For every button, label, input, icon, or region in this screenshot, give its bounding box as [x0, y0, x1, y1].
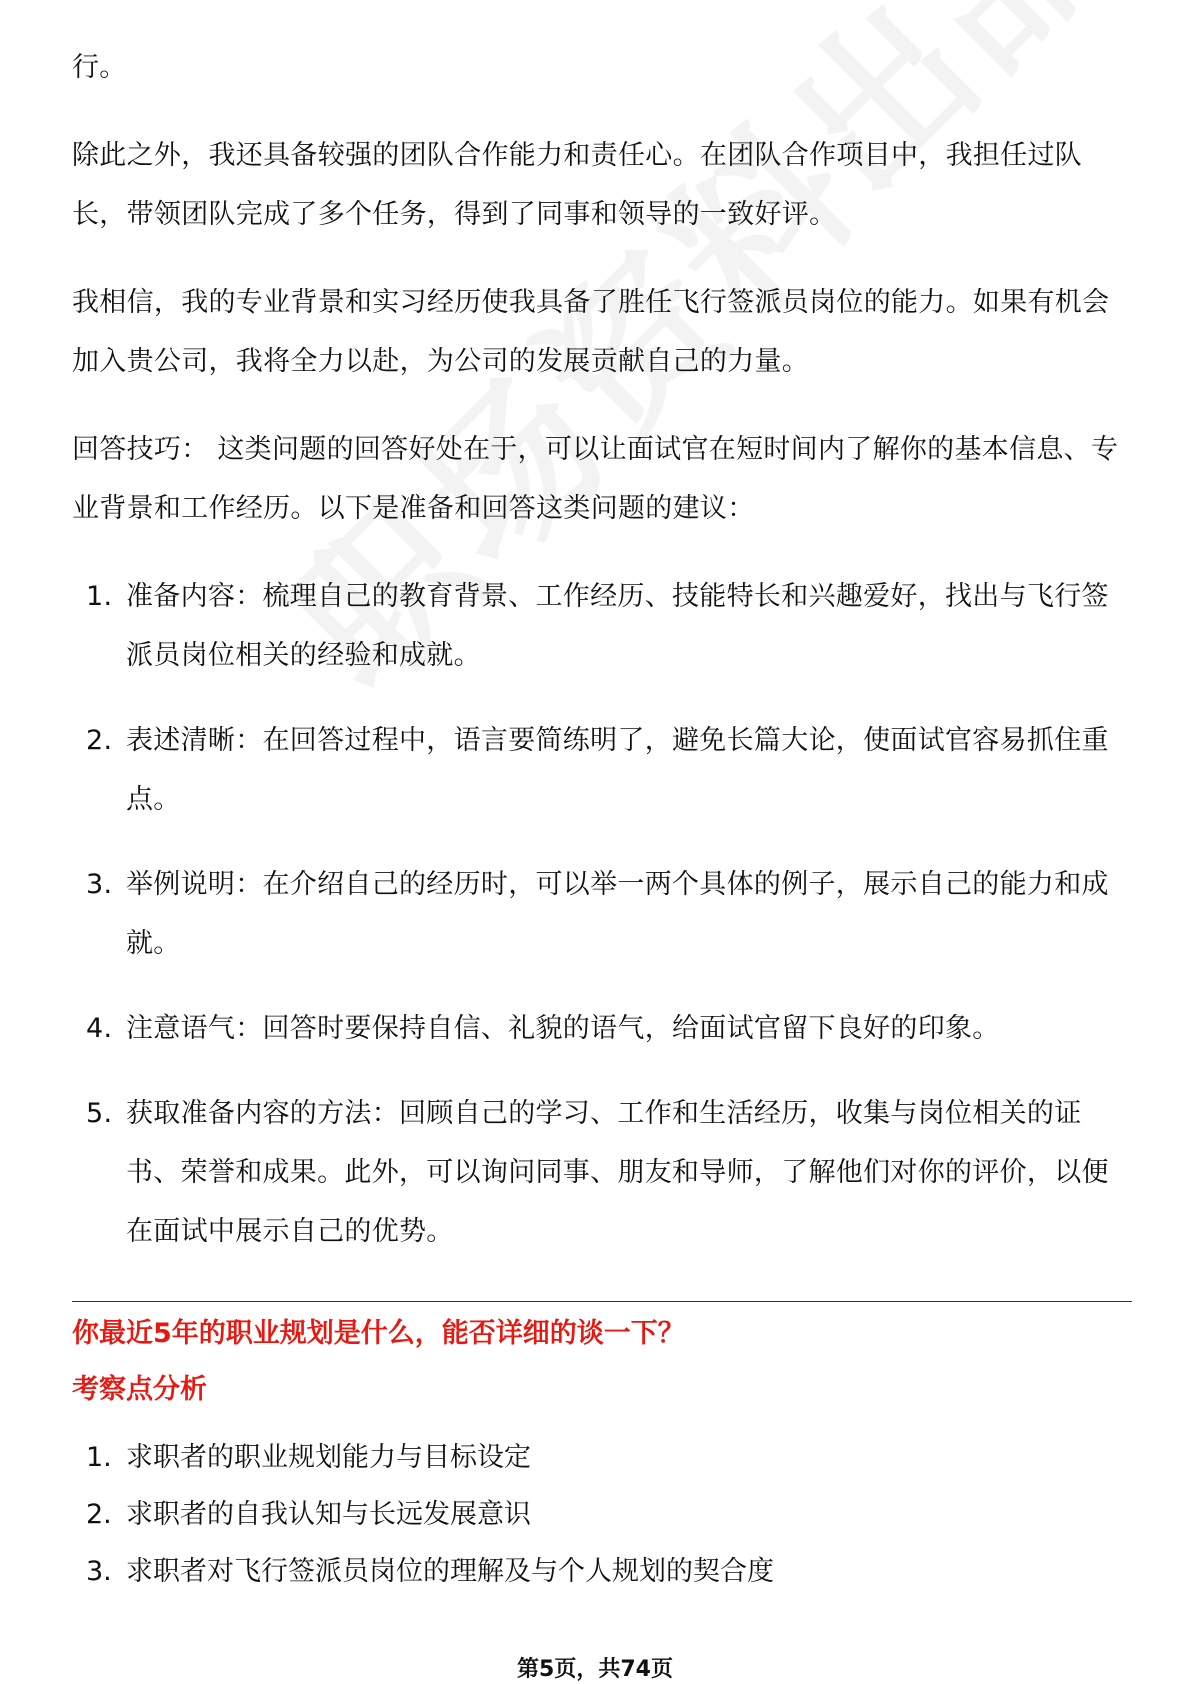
list-item-text: 获取准备内容的方法：回顾自己的学习、工作和生活经历，收集与岗位相关的证书、荣誉和成果。此外，可以询问同事、朋友和导师，了解他们对你的评价，以便在面试中展示自己的优势。: [126, 1098, 1109, 1247]
paragraph-conclusion: 我相信，我的专业背景和实习经历使我具备了胜任飞行签派员岗位的能力。如果有机会加入贵公司，我将全力以赴，为公司的发展贡献自己的力量。: [72, 287, 1110, 377]
list-item-text: 求职者的自我认知与长远发展意识: [126, 1499, 531, 1530]
list-item: [72, 1489, 1132, 1541]
list-item: [72, 1432, 1132, 1484]
list-item-text: 求职者的职业规划能力与目标设定: [126, 1442, 531, 1473]
list-number: 1.: [86, 581, 113, 612]
question-heading: 你最近5年的职业规划是什么，能否详细的谈一下？: [72, 1318, 685, 1349]
paragraph-answer-tips: 回答技巧： 这类问题的回答好处在于，可以让面试官在短时间内了解你的基本信息、专业背景和工作经历。以下是准备和回答这类问题的建议：: [72, 434, 1119, 524]
document-body: [72, 38, 1132, 1603]
list-number: 2.: [86, 1499, 112, 1530]
list-item-text: 求职者对飞行签派员岗位的理解及与个人规划的契合度: [126, 1556, 774, 1587]
list-number: 1.: [86, 1442, 112, 1473]
list-item: [72, 855, 1132, 973]
list-number: 5.: [86, 1098, 113, 1129]
page-footer: 第5页，共74页: [517, 1657, 673, 1682]
list-item-text: 表述清晰：在回答过程中，语言要简练明了，避免长篇大论，使面试官容易抓住重点。: [126, 725, 1109, 815]
tips-list: [72, 567, 1132, 1261]
list-item: [72, 1546, 1132, 1598]
list-item: [72, 711, 1132, 829]
list-item: [72, 1084, 1132, 1261]
paragraph-teamwork: 除此之外，我还具备较强的团队合作能力和责任心。在团队合作项目中，我担任过队长，带领团队完成了多个任务，得到了同事和领导的一致好评。: [72, 140, 1083, 230]
list-number: 4.: [86, 1013, 113, 1044]
list-number: 3.: [86, 869, 113, 900]
analysis-list: [72, 1432, 1132, 1598]
list-number: 3.: [86, 1556, 112, 1587]
analysis-heading: 考察点分析: [72, 1374, 207, 1405]
section-divider: [72, 1301, 1132, 1302]
paragraph-continuation: 行。: [72, 52, 127, 83]
list-item: [72, 567, 1132, 685]
list-item-text: 注意语气：回答时要保持自信、礼貌的语气，给面试官留下良好的印象。: [126, 1013, 1000, 1044]
list-number: 2.: [86, 725, 113, 756]
list-item-text: 准备内容：梳理自己的教育背景、工作经历、技能特长和兴趣爱好，找出与飞行签派员岗位相关的经验和成就。: [126, 581, 1109, 671]
list-item-text: 举例说明：在介绍自己的经历时，可以举一两个具体的例子，展示自己的能力和成就。: [126, 869, 1109, 959]
list-item: [72, 999, 1132, 1058]
